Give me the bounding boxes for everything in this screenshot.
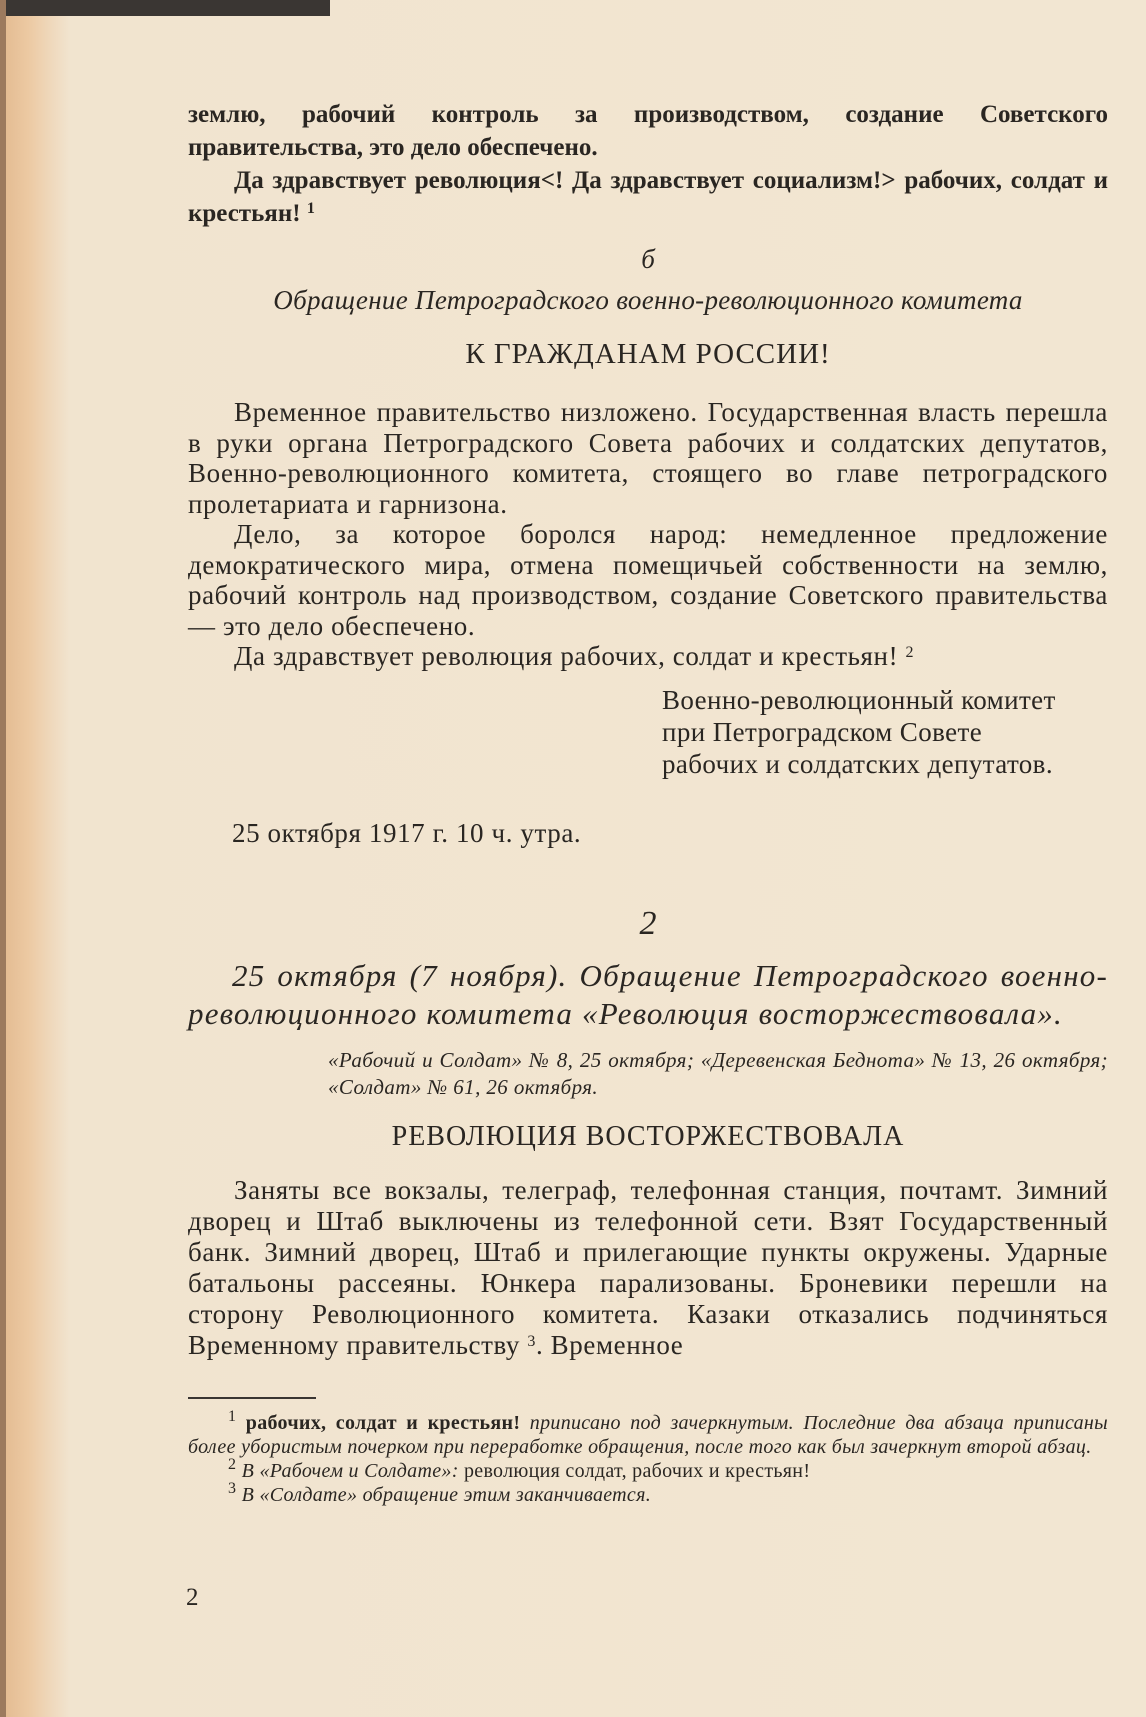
revolution-paragraph (188, 1175, 1108, 1361)
slogan-line (188, 164, 1108, 230)
footnote-ref-3: 3 (527, 1332, 536, 1350)
revolution-text: Заняты все вокзалы, телеграф, телефонная станция, почтамт. Зимний дворец и Штаб выключены из телефонной сети. Взят Государственный банк. Зимний дворец, Штаб и прилегающие пункты окружены. Ударные батальоны рассеяны. Юнкера парализованы. Броневики перешли на сторону Революционного комитета. Казаки отказались подчиняться Временному правительству (188, 1174, 1108, 1360)
document-title: 25 октября (7 ноября). Обращение Петроградского военно-революционного комитета «Революция восторжествовала». (188, 957, 1108, 1031)
signature-line-1: Военно-революционный комитет (662, 684, 1056, 715)
footnote-2 (188, 1455, 1108, 1483)
slogan-text: Да здравствует революция<! Да здравствует социализм!> рабочих, солдат и крестьян! (188, 167, 1108, 227)
footnote-3 (188, 1479, 1108, 1507)
appeal-date: 25 октября 1917 г. 10 ч. утра. (232, 817, 582, 848)
revolution-title: РЕВОЛЮЦИЯ ВОСТОРЖЕСТВОВАЛА (391, 1120, 905, 1152)
footnote-rule (188, 1397, 316, 1399)
footnote-1-text: приписано под зачеркнутым. Последние два абзаца приписаны более убористым почерком при переработке обращения, после того как был зачеркнут второй абзац. (188, 1411, 1108, 1458)
continued-text: землю, рабочий контроль за производством, создание Советского правительства, это дело обеспечено. (188, 101, 1108, 161)
appeal-paragraph-3-text: Да здравствует революция рабочих, солдат и крестьян! (234, 641, 899, 671)
appeal-paragraph-3 (188, 641, 1108, 672)
footnote-1 (188, 1407, 1108, 1459)
page-content (188, 98, 1108, 1507)
page-number: 2 (186, 1584, 199, 1611)
footnote-1-quote: рабочих, солдат и крестьян! (245, 1411, 521, 1434)
signature-line-3: рабочих и солдатских депутатов. (662, 748, 1053, 779)
scan-edge-top (0, 0, 330, 16)
revolution-text-end: . Временное (535, 1329, 684, 1360)
footnote-2-text: революция солдат, рабочих и крестьян! (463, 1459, 811, 1482)
footnote-2-number: 2 (228, 1455, 237, 1473)
footnote-1-number: 1 (228, 1407, 237, 1425)
footnote-3-text: В «Солдате» обращение этим заканчивается. (241, 1483, 652, 1506)
footnote-ref-2: 2 (905, 644, 915, 661)
footnote-ref-1: 1 (306, 200, 315, 217)
footnote-2-source: В «Рабочем и Солдате»: (241, 1459, 459, 1482)
section-letter: б (641, 244, 655, 274)
scan-edge-left (0, 0, 6, 1717)
footnote-3-number: 3 (228, 1479, 237, 1497)
signature-line-2: при Петроградском Совете (662, 716, 983, 747)
signature-block (188, 684, 1108, 780)
appeal-paragraph-2: Дело, за которое боролся народ: немедленное предложение демократического мира, отмена помещичьей собственности на землю, рабочий контроль над производством, создание Советского правительства — это дело обеспечено. (188, 519, 1108, 641)
document-number: 2 (639, 904, 657, 942)
appeal-title: К ГРАЖДАНАМ РОССИИ! (465, 338, 831, 370)
appeal-paragraph-1: Временное правительство низложено. Государственная власть перешла в руки органа Петроградского Совета рабочих и солдатских депутатов, Военно-революционного комитета, стоящего во главе петроградского пролетариата и гарнизона. (188, 397, 1108, 519)
document-source: «Рабочий и Солдат» № 8, 25 октября; «Деревенская Беднота» № 13, 26 октября; «Солдат» № 61, 26 октября. (328, 1047, 1108, 1099)
section-heading: Обращение Петроградского военно-революционного комитета (273, 285, 1023, 315)
